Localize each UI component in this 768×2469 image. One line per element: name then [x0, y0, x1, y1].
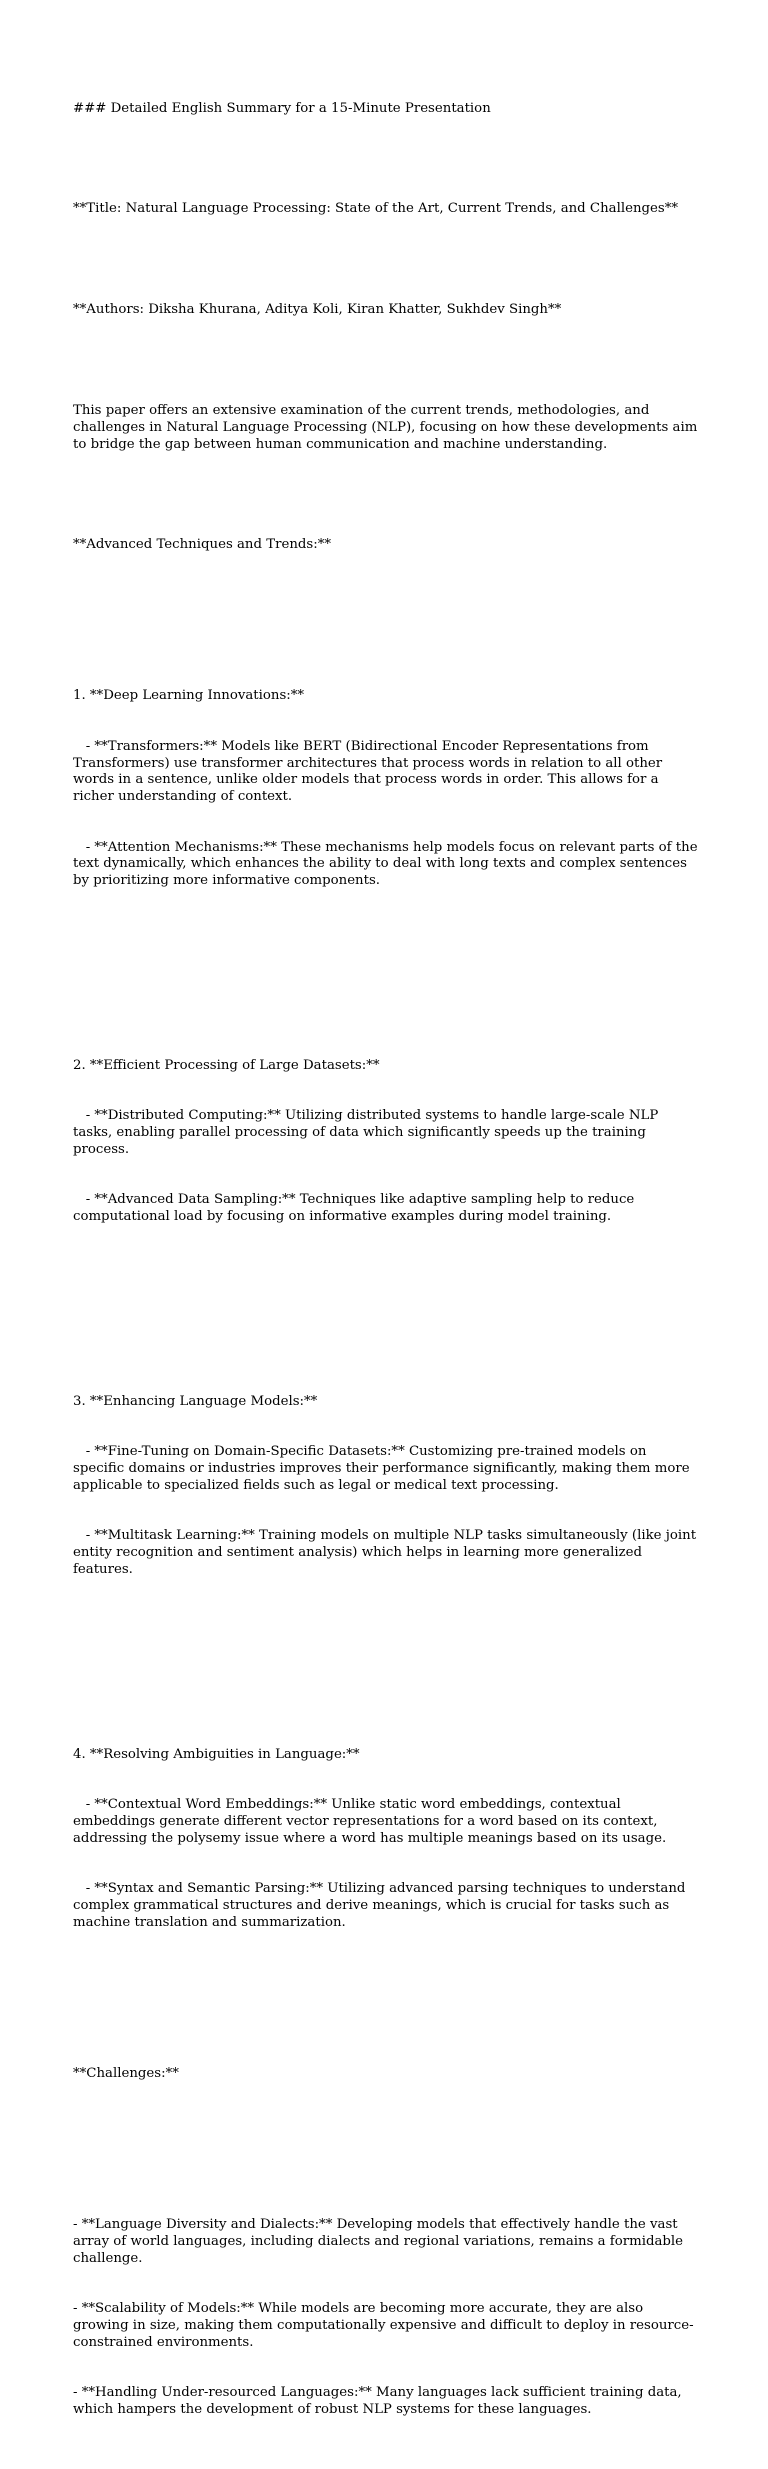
spacer [73, 1293, 698, 1310]
section-item: - **Attention Mechanisms:** These mechanisms help models focus on relevant parts of the text dynamically, which enhances the ability to deal with long texts and complex sentences by prioritizing more informative components. [73, 839, 702, 889]
spacer [73, 1646, 698, 1663]
section-item: - **Syntax and Semantic Parsing:** Utilizing advanced parsing techniques to understand complex grammatical structures and derive meanings, which is crucial for tasks such as machine translation and summarization. [73, 1881, 690, 1930]
document-heading: ### Detailed English Summary for a 15-Minute Presentation [73, 100, 491, 116]
section-deep-learning [73, 655, 702, 924]
section-heading: 3. **Enhancing Language Models:** [73, 1393, 318, 1409]
challenge-item: - **Language Diversity and Dialects:** Developing models that effectively handle the vast array of world languages, including dialects and regional variations, remains a formidable challenge. [73, 2217, 688, 2266]
challenges-heading: **Challenges:** [73, 2065, 179, 2081]
intro-paragraph: This paper offers an extensive examination of the current trends, methodologies, and challenges in Natural Language Processing (NLP), focusing on how these developments aim to bridge the gap between human communication and machine understanding. [73, 402, 702, 452]
spacer [73, 1999, 698, 2016]
challenges-list [73, 2183, 698, 2452]
spacer [73, 487, 698, 504]
section-ambiguities [73, 1713, 698, 1965]
spacer [73, 957, 698, 974]
spacer [73, 151, 698, 168]
section-item: - **Advanced Data Sampling:** Techniques like adaptive sampling help to reduce computational load by focusing on informative examples during model training. [73, 1192, 639, 1225]
section-item: - **Transformers:** Models like BERT (Bidirectional Encoder Representations from Transformers) use transformer architectures that process words in relation to all other words in a sentence, unlike older models that process words in order. This allows for a richer understanding of context. [73, 738, 667, 805]
document-body [73, 67, 702, 2469]
authors-line: **Authors: Diksha Khurana, Aditya Koli, Kiran Khatter, Sukhdev Singh** [73, 302, 562, 318]
spacer [73, 588, 698, 605]
section-heading: 2. **Efficient Processing of Large Datasets:** [73, 1058, 380, 1074]
section-large-datasets [73, 1024, 698, 1259]
section-heading: 1. **Deep Learning Innovations:** [73, 688, 305, 704]
section-item: - **Fine-Tuning on Domain-Specific Datasets:** Customizing pre-trained models on specific domains or industries improves their performance significantly, making them more applicable to specialized fields such as legal or medical text processing. [73, 1444, 694, 1493]
spacer [73, 2116, 698, 2133]
section-item: - **Contextual Word Embeddings:** Unlike static word embeddings, contextual embeddings generate different vector representations for a word based on its context, addressing the polysemy issue where a word has multiple meanings based on its usage. [73, 1797, 667, 1846]
spacer [73, 252, 698, 269]
section-item: - **Distributed Computing:** Utilizing distributed systems to handle large-scale NLP tasks, enabling parallel processing of data which significantly speeds up the training process. [73, 1108, 663, 1157]
challenge-item: - **Handling Under-resourced Languages:** Many languages lack sufficient training data, which hampers the development of robust NLP systems for these languages. [73, 2384, 686, 2417]
title-line: **Title: Natural Language Processing: State of the Art, Current Trends, and Challenges** [73, 201, 679, 217]
section-item: - **Multitask Learning:** Training models on multiple NLP tasks simultaneously (like joint entity recognition and sentiment analysis) which helps in learning more generalized features. [73, 1528, 701, 1577]
challenge-item: - **Scalability of Models:** While models are becoming more accurate, they are also growing in size, making them computationally expensive and difficult to deploy in resource-constrained environments. [73, 2300, 694, 2350]
spacer [73, 353, 698, 370]
techniques-heading: **Advanced Techniques and Trends:** [73, 537, 331, 553]
section-language-models [73, 1360, 701, 1612]
section-heading: 4. **Resolving Ambiguities in Language:** [73, 1746, 360, 1762]
